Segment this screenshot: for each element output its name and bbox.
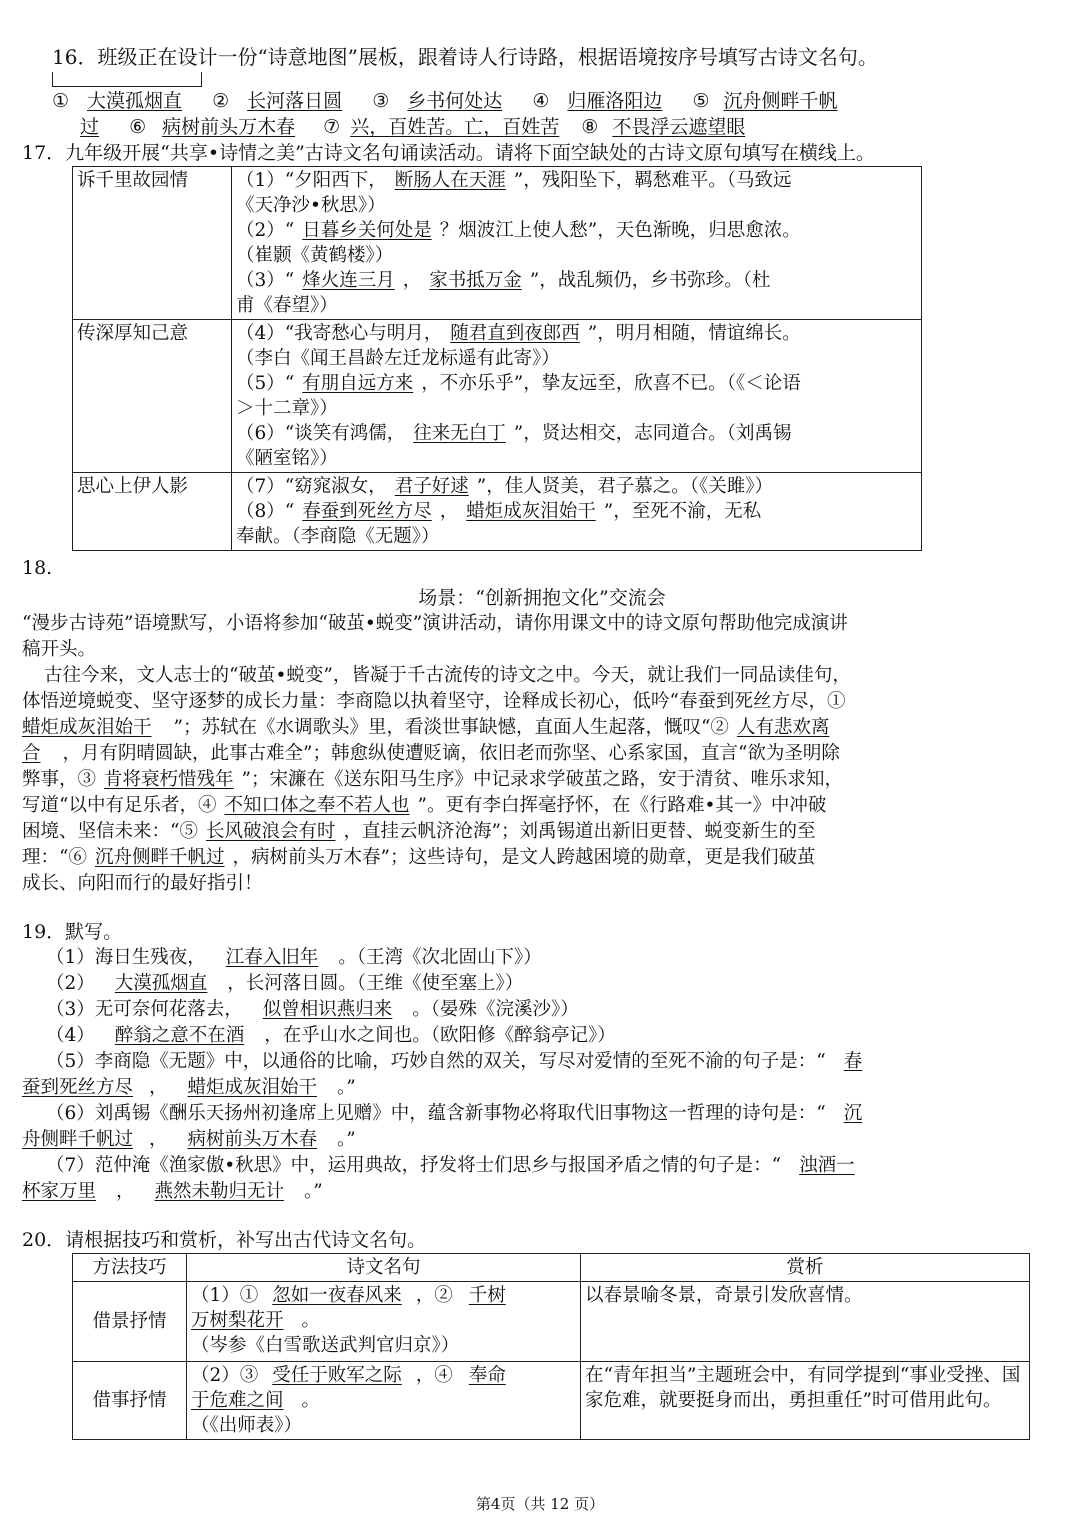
- q16-item: ⑧ 不畏浮云遮望眼: [581, 116, 746, 138]
- q17-cell: （1）“夕阳西下， 断肠人在天涯 ”，残阳坠下，羁愁难平。（马致远 《天净沙•秋思》） （2）“ 日暮乡关何处是 ？烟波江上使人愁”，天色渐晚，归思愈浓。 （崔颢《黄鹤楼》） （3）“ 烽火连三月 ， 家书抵万金 ”，战乱频仍，乡书弥珍。（杜 甫《春望》）: [232, 167, 922, 320]
- table-row: [73, 1362, 1030, 1440]
- q18-passage: “漫步古诗苑”语境默写，小语将参加“破茧•蜕变”演讲活动，请你用课文中的诗文原句帮助他完成演讲 稿开头。 古往今来，文人志士的“破茧•蜕变”，皆凝于千古流传的诗文之中。今天，就让我们一同品读佳句， 体悟逆境蜕变、坚守逐梦的成长力量：李商隐以执着坚守，诠释成长初心，低吟“春蚕到死丝方尽，① 蜡炬成灰泪始干 ”；苏轼在《水调歌头》里，看淡世事缺憾，直面人生起落，慨叹“② 人有悲欢离 合 ，月有阴晴圆缺，此事古难全”；韩愈纵使遭贬谪，依旧老而弥坚、心系家国，直言“欲为圣明除 弊事，③ 肯将衰朽惜残年 ”；宋濂在《送东阳马生序》中记录求学破茧之路，安于清贫、唯乐求知， 写道“以中有足乐者，④ 不知口体之奉不若人也 ”。更有李白挥毫抒怀，在《行路难•其一》中冲破 困境、坚信未来：“⑤ 长风破浪会有时 ，直挂云帆济沧海”；刘禹锡道出新旧更替、蜕变新生的至 理：“⑥ 沉舟侧畔千帆过 ，病树前头万木春”；这些诗句，是文人跨越困境的勋章，更是我们破茧 成长、向阳而行的最好指引！: [22, 613, 851, 894]
- q16-item: ⑦ 兴，百姓苦。亡，百姓苦: [323, 116, 560, 138]
- q16-heading: 16．班级正在设计一份“诗意地图”展板，跟着诗人行诗路，根据语境按序号填写古诗文名句。: [52, 44, 1032, 70]
- q16-item: ② 长河落日圆: [212, 90, 343, 112]
- q16-item: ⑤ 沉舟侧畔千帆: [692, 90, 838, 112]
- table-row: [73, 473, 922, 551]
- table-row: [73, 167, 922, 320]
- q17-category: 传深厚知己意: [73, 320, 232, 473]
- q20-sentence: （2）③ 受任于败军之际 ，④ 奉命 于危难之间 。 （《出师表》）: [187, 1362, 581, 1440]
- q16-bracket-mark: [52, 72, 202, 87]
- table-row: [73, 320, 922, 473]
- exam-page: [22, 44, 1032, 1440]
- column-header: 方法技巧: [73, 1254, 187, 1282]
- q16-answers-row1: [52, 88, 1032, 114]
- column-header: 诗文名句: [187, 1254, 581, 1282]
- q16-item: ⑥ 病树前头万木春: [129, 116, 296, 138]
- table-header-row: [73, 1254, 1030, 1282]
- q20-method: 借景抒情: [73, 1282, 187, 1362]
- table-row: [73, 1282, 1030, 1362]
- q16-item: ④ 归雁洛阳边: [532, 90, 663, 112]
- q17-cell: （4）“我寄愁心与明月， 随君直到夜郎西 ”，明月相随，情谊绵长。 （李白《闻王昌龄左迁龙标遥有此寄》） （5）“ 有朋自远方来 ，不亦乐乎”，挚友远至，欣喜不已。（《＜论语 ＞十二章》） （6）“谈笑有鸿儒， 往来无白丁 ”，贤达相交，志同道合。（刘禹锡 《陋室铭》）: [232, 320, 922, 473]
- q16-item: ③ 乡书何处达: [372, 90, 503, 112]
- q20-method: 借事抒情: [73, 1362, 187, 1440]
- q18-scene: 场景：“创新拥抱文化”交流会: [418, 587, 666, 609]
- q17-table: [72, 166, 922, 551]
- q20-table: [72, 1253, 1030, 1440]
- q17-category: 诉千里故园情: [73, 167, 232, 320]
- q20-appreciation: 在“青年担当”主题班会中，有同学提到“事业受挫、国家危难，就要挺身而出，勇担重任”时可借用此句。: [581, 1362, 1030, 1440]
- q16-answers-row2: 过 ⑥ 病树前头万木春 ⑦ 兴，百姓苦。亡，百姓苦 ⑧ 不畏浮云遮望眼: [52, 114, 1032, 140]
- q17-heading: 17．九年级开展“共享•诗情之美”古诗文名句诵读活动。请将下面空缺处的古诗文原句填写在横线上。: [22, 142, 875, 164]
- q16-item: ① 大漠孤烟直: [52, 90, 183, 112]
- page-footer: 第4页（共 12 页）: [475, 1495, 605, 1513]
- q17-cell: （7）“窈窕淑女， 君子好逑 ”，佳人贤美，君子慕之。（《关雎》） （8）“ 春蚕到死丝方尽 ， 蜡炬成灰泪始干 ”，至死不渝，无私 奉献。（李商隐《无题》）: [232, 473, 922, 551]
- q20-heading: 20．请根据技巧和赏析，补写出古代诗文名句。: [22, 1229, 427, 1251]
- q17-category: 思心上伊人影: [73, 473, 232, 551]
- q20-appreciation: 以春景喻冬景，奇景引发欣喜情。: [581, 1282, 1030, 1362]
- q18-number: 18.: [22, 557, 53, 579]
- q20-sentence: （1）① 忽如一夜春风来 ，② 千树 万树梨花开 。 （岑参《白雪歌送武判官归京》）: [187, 1282, 581, 1362]
- q19-heading: 19．默写。: [22, 921, 123, 943]
- q19-items: （1）海日生残夜， 江春入旧年 。（王湾《次北固山下》） （2） 大漠孤烟直 ，长河落日圆。（王维《使至塞上》） （3）无可奈何花落去， 似曾相识燕归来 。（晏殊《浣溪沙》） （4） 醉翁之意不在酒 ，在乎山水之间也。（欧阳修《醉翁亭记》） （5）李商隐《无题》中，以通俗的比喻，巧妙自然的双关，写尽对爱情的至死不渝的句子是：“ 春 蚕到死丝方尽 ， 蜡炬成灰泪始干 。” （6）刘禹锡《酬乐天扬州初逢席上见赠》中，蕴含新事物必将取代旧事物这一哲理的诗句是：“ 沉 舟侧畔千帆过 ， 病树前头万木春 。” （7）范仲淹《渔家傲•秋思》中，运用典故，抒发将士们思乡与报国矛盾之情的句子是：“ 浊酒一 杯家万里 ， 燕然未勒归无计 。”: [22, 947, 863, 1202]
- column-header: 赏析: [581, 1254, 1030, 1282]
